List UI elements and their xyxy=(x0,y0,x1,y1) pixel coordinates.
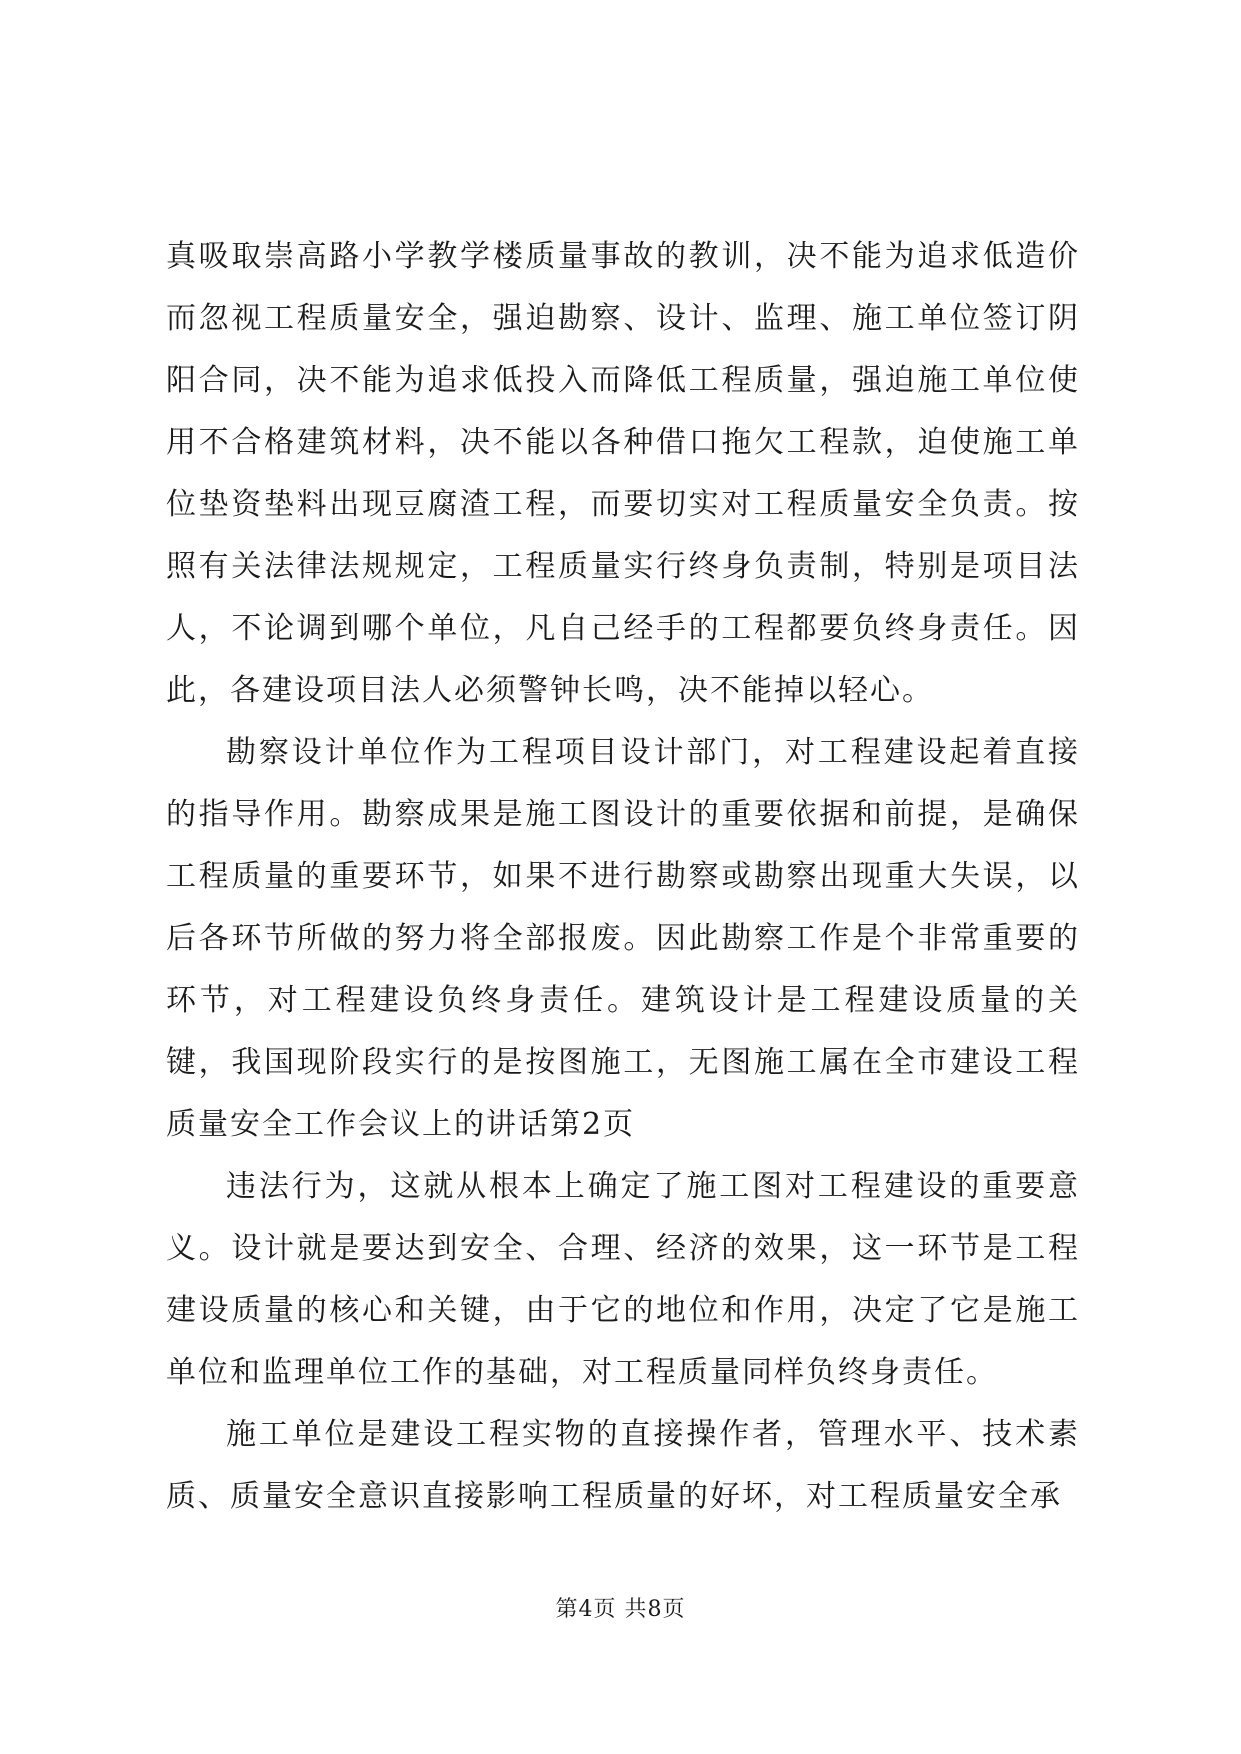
paragraph-4: 施工单位是建设工程实物的直接操作者，管理水平、技术素质、质量安全意识直接影响工程质量的好坏，对工程质量安全承 xyxy=(166,1417,1080,1514)
paragraph-3: 违法行为，这就从根本上确定了施工图对工程建设的重要意义。设计就是要达到安全、合理、经济的效果，这一环节是工程建设质量的核心和关键，由于它的地位和作用，决定了它是施工单位和监理单位工作的基础，对工程质量同样负终身责任。 xyxy=(166,1169,1080,1390)
paragraph-1: 真吸取崇高路小学教学楼质量事故的教训，决不能为追求低造价而忽视工程质量安全，强迫勘察、设计、监理、施工单位签订阴阳合同，决不能为追求低投入而降低工程质量，强迫施工单位使用不合格建筑材料，决不能以各种借口拖欠工程款，迫使施工单位垫资垫料出现豆腐渣工程，而要切实对工程质量安全负责。按照有关法律法规规定，工程质量实行终身负责制，特别是项目法人，不论调到哪个单位，凡自己经手的工程都要负终身责任。因此，各建设项目法人必须警钟长鸣，决不能掉以轻心。 xyxy=(166,239,1080,708)
page-number-footer: 第4页 共8页 xyxy=(555,1597,686,1622)
document-body xyxy=(166,226,1080,1528)
paragraph-2: 勘察设计单位作为工程项目设计部门，对工程建设起着直接的指导作用。勘察成果是施工图设计的重要依据和前提，是确保工程质量的重要环节，如果不进行勘察或勘察出现重大失误，以后各环节所做的努力将全部报废。因此勘察工作是个非常重要的环节，对工程建设负终身责任。建筑设计是工程建设质量的关键，我国现阶段实行的是按图施工，无图施工属在全市建设工程质量安全工作会议上的讲话第2页 xyxy=(166,735,1080,1142)
